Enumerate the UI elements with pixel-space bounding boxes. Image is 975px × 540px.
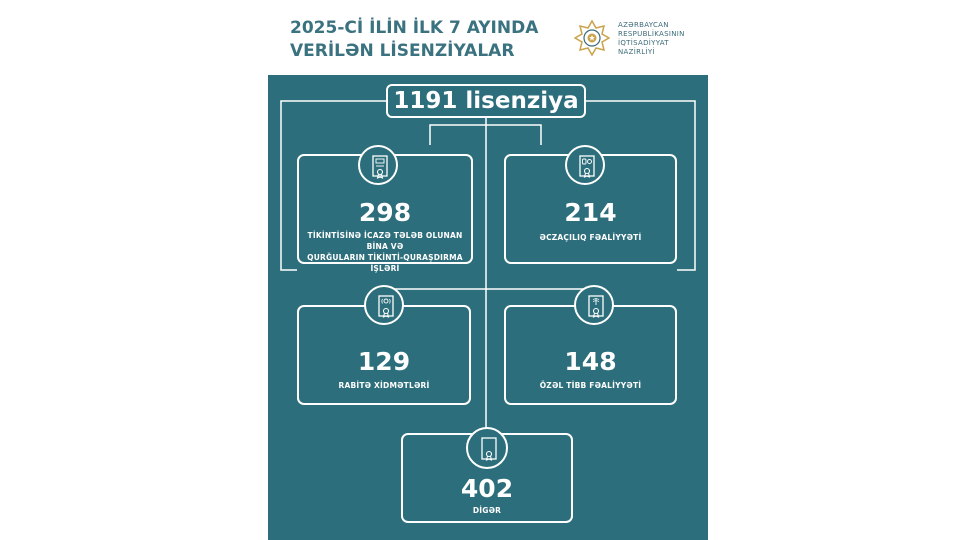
icon-circle [358, 145, 398, 185]
category-value: 129 [357, 347, 411, 376]
category-label [297, 230, 473, 274]
icon-circle [466, 427, 508, 469]
category-label-line: QURĞULARIN TİKİNTİ-QURAŞDIRMA İŞLƏRİ [307, 253, 463, 273]
building-license-icon [360, 147, 400, 187]
category-label-line: ÖZƏL TİBB FƏALİYYƏTİ [539, 381, 642, 390]
icon-circle [565, 145, 605, 185]
licenses-panel [268, 75, 708, 540]
category-value: 214 [564, 198, 617, 227]
total-licenses-box: 1191 lisenziya [386, 84, 586, 118]
state-emblem-icon [574, 20, 610, 56]
category-label [297, 380, 471, 391]
page-title [290, 17, 538, 63]
pharmacy-license-icon [567, 147, 607, 187]
category-label-line: ƏCZAÇILIQ FƏALİYYƏTİ [539, 233, 642, 242]
medical-license-icon [576, 287, 616, 327]
ministry-line: NAZİRLİYİ [618, 48, 655, 56]
category-label [504, 232, 677, 243]
ministry-line: İQTİSADİYYAT [618, 39, 669, 47]
header [268, 0, 708, 75]
ministry-line: RESPUBLİKASININ [618, 30, 685, 38]
category-label-line: RABİTƏ XİDMƏTLƏRİ [338, 381, 430, 390]
category-value: 148 [564, 347, 617, 376]
category-label-line: TİKİNTİSİNƏ İCAZƏ TƏLƏB OLUNAN BİNA VƏ [307, 231, 463, 251]
category-label-line: DİGƏR [472, 506, 502, 515]
ministry-line: AZƏRBAYCAN [618, 21, 669, 29]
icon-circle [574, 285, 614, 325]
icon-circle [364, 285, 404, 325]
other-license-icon [468, 429, 510, 471]
category-value: 402 [460, 474, 514, 503]
ministry-name [618, 21, 685, 57]
category-label [401, 505, 573, 516]
category-value: 298 [358, 198, 412, 227]
communication-license-icon [366, 287, 406, 327]
title-line-2: VERİLƏN LİSENZİYALAR [290, 41, 515, 61]
category-label [504, 380, 677, 391]
title-line-1: 2025-Cİ İLİN İLK 7 AYINDA [290, 18, 539, 38]
